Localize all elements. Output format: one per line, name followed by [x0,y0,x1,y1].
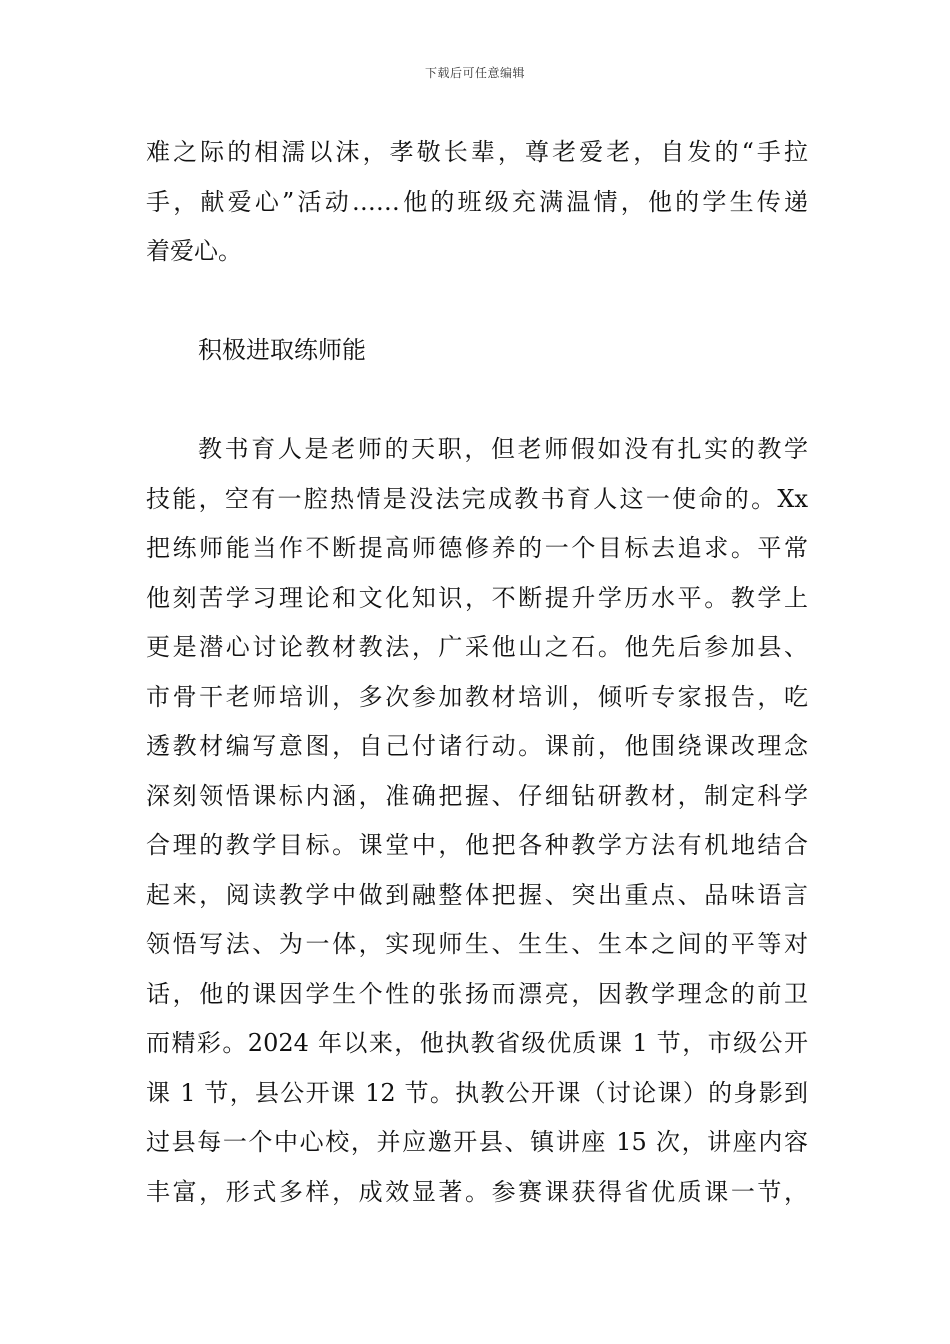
text-line: 更是潜心讨论教材教法，广采他山之石。他先后参加县、 [146,633,808,661]
paragraph-spacer [146,277,808,327]
paragraph-continued [146,128,808,277]
text-line: 技能，空有一腔热情是没法完成教书育人这一使命的。Xx [146,484,808,513]
text-line: 而精彩。2024 年以来，他执教省级优质课 1 节，市级公开 [146,1029,808,1057]
document-body [146,128,808,1217]
text-line: 手，献爱心”活动……他的班级充满温情，他的学生传递 [146,187,808,216]
text-line: 市骨干老师培训，多次参加教材培训，倾听专家报告，吃 [146,682,808,711]
text-line: 透教材编写意图，自己付诸行动。课前，他围绕课改理念 [146,732,808,760]
text-line: 起来，阅读教学中做到融整体把握、突出重点、品味语言 [146,880,808,909]
section-heading: 积极进取练师能 [198,336,366,364]
paragraph-main [146,425,808,1217]
paragraph-spacer [146,376,808,426]
text-line: 合理的教学目标。课堂中，他把各种教学方法有机地结合 [146,831,808,859]
page-header-note: 下载后可任意编辑 [424,66,525,80]
text-line: 过县每一个中心校，并应邀开县、镇讲座 15 次，讲座内容 [146,1128,808,1156]
text-line: 深刻领悟课标内涵，准确把握、仔细钻研教材，制定科学 [146,781,808,810]
text-line: 课 1 节，县公开课 12 节。执教公开课（讨论课）的身影到 [146,1078,808,1107]
text-line: 把练师能当作不断提高师德修养的一个目标去追求。平常 [146,534,808,562]
text-line: 教书育人是老师的天职，但老师假如没有扎实的教学 [198,435,808,463]
text-line: 着爱心。 [146,237,242,265]
text-line: 话，他的课因学生个性的张扬而漂亮，因教学理念的前卫 [146,979,808,1008]
text-line: 丰富，形式多样，成效显著。参赛课获得省优质课一节， [146,1177,808,1206]
text-line: 难之际的相濡以沫，孝敬长辈，尊老爱老，自发的“手拉 [146,138,808,166]
text-line: 领悟写法、为一体，实现师生、生生、生本之间的平等对 [146,930,808,958]
text-line: 他刻苦学习理论和文化知识，不断提升学历水平。教学上 [146,583,808,612]
